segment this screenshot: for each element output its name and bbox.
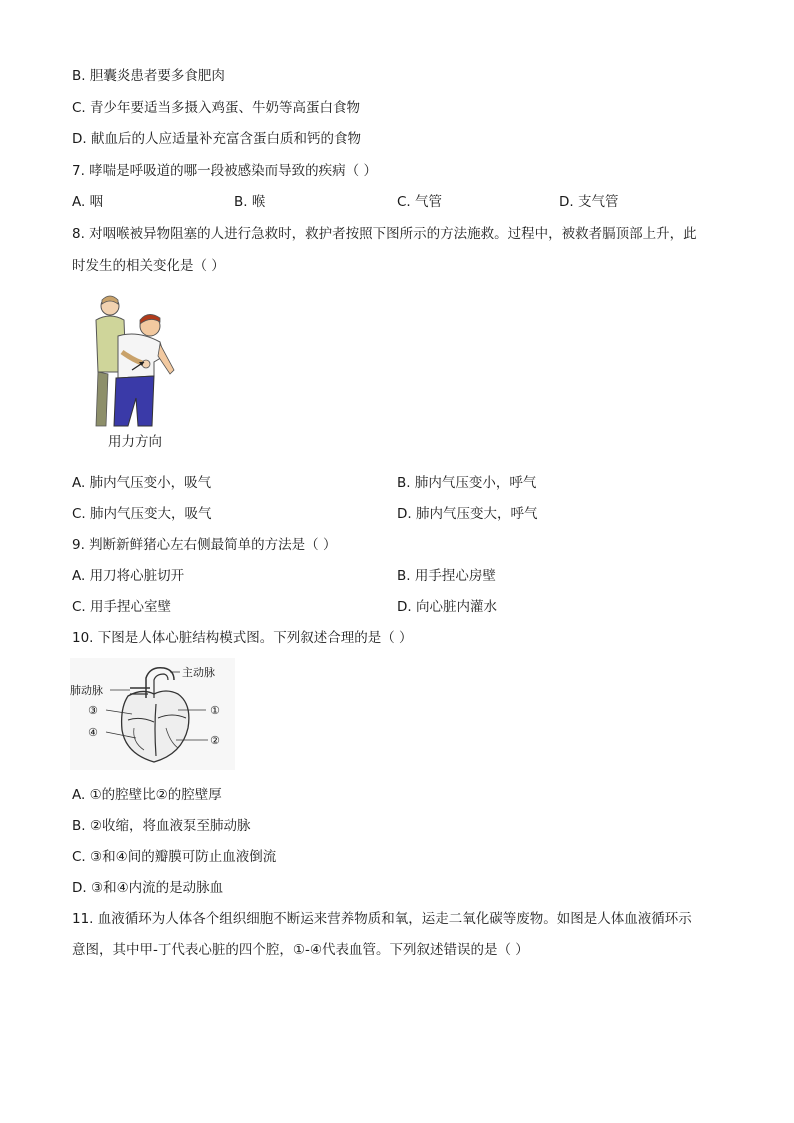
q8-stem-line2: 时发生的相关变化是（ ） (72, 258, 225, 274)
q6-option-c: C. 青少年要适当多摄入鸡蛋、牛奶等高蛋白食物 (72, 100, 361, 116)
q9-option-c: C. 用手捏心室壁 (72, 599, 172, 615)
q10-option-a: A. ①的腔壁比②的腔壁厚 (72, 787, 222, 803)
q9-option-d: D. 向心脏内灌水 (397, 599, 497, 615)
q8-option-a: A. 肺内气压变小，吸气 (72, 475, 212, 491)
q8-option-d: D. 肺内气压变大，呼气 (397, 506, 538, 522)
q6-option-b: B. 胆囊炎患者要多食肥肉 (72, 68, 225, 84)
heart-diagram (70, 658, 235, 770)
q11-stem-line2: 意图，其中甲-丁代表心脏的四个腔，①-④代表血管。下列叙述错误的是（ ） (72, 942, 529, 958)
q8-stem-line1: 8. 对咽喉被异物阻塞的人进行急救时，救护者按照下图所示的方法施救。过程中，被救者膈顶部上升，此 (72, 226, 697, 242)
q11-stem-line1: 11. 血液循环为人体各个组织细胞不断运来营养物质和氧，运走二氧化碳等废物。如图是人体血液循环示 (72, 911, 692, 927)
q9-option-a: A. 用刀将心脏切开 (72, 568, 185, 584)
q10-option-b: B. ②收缩，将血液泵至肺动脉 (72, 818, 251, 834)
q10-option-c: C. ③和④间的瓣膜可防止血液倒流 (72, 849, 277, 865)
q9-stem: 9. 判断新鲜猪心左右侧最简单的方法是（ ） (72, 537, 337, 553)
q7-stem: 7. 哮喘是呼吸道的哪一段被感染而导致的疾病（ ） (72, 163, 377, 179)
label-aorta: 主动脉 (182, 666, 215, 679)
q9-option-b: B. 用手捏心房壁 (397, 568, 496, 584)
heimlich-figure (88, 292, 183, 427)
q8-option-b: B. 肺内气压变小，呼气 (397, 475, 537, 491)
label-2: ② (210, 734, 220, 747)
q7-option-d: D. 支气管 (559, 194, 619, 210)
q10-option-d: D. ③和④内流的是动脉血 (72, 880, 224, 896)
label-pulmonary-artery: 肺动脉 (70, 684, 103, 697)
q7-option-b: B. 喉 (234, 194, 266, 210)
q6-option-d: D. 献血后的人应适量补充富含蛋白质和钙的食物 (72, 131, 361, 147)
label-1: ① (210, 704, 220, 717)
label-4: ④ (88, 726, 98, 739)
figure-caption: 用力方向 (108, 434, 162, 450)
label-3: ③ (88, 704, 98, 717)
q8-option-c: C. 肺内气压变大，吸气 (72, 506, 212, 522)
q10-stem: 10. 下图是人体心脏结构模式图。下列叙述合理的是（ ） (72, 630, 413, 646)
q7-option-a: A. 咽 (72, 194, 104, 210)
q7-option-c: C. 气管 (397, 194, 443, 210)
